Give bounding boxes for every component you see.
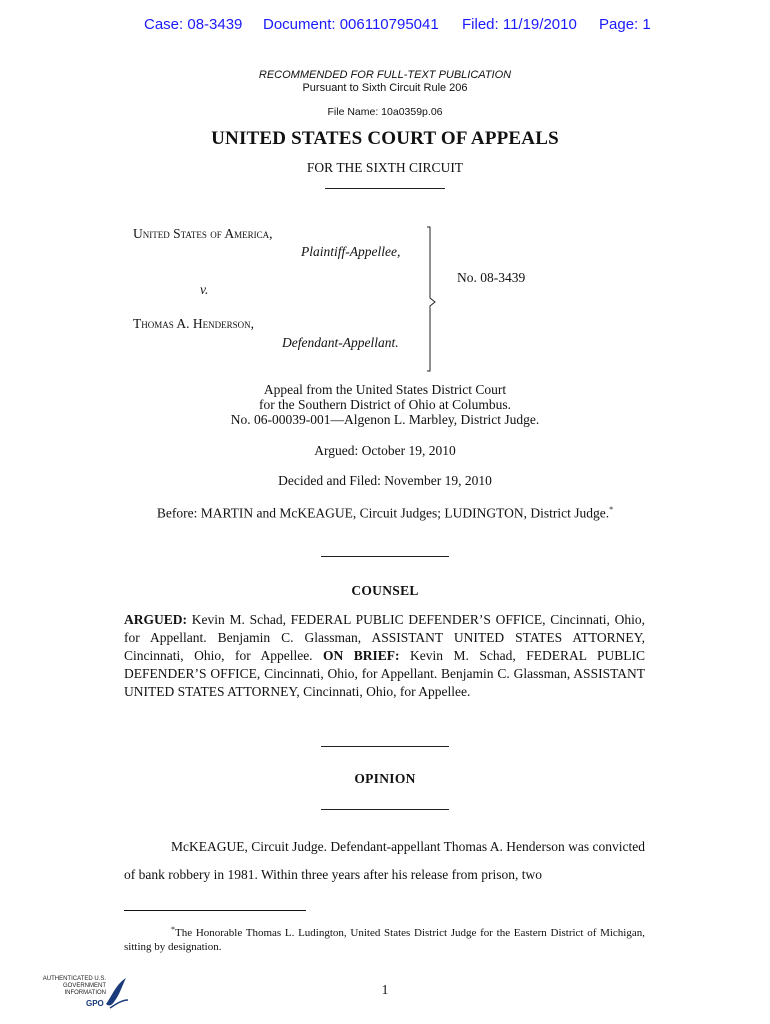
footnote-divider	[124, 910, 306, 911]
panel-judges: Before: MARTIN and McKEAGUE, Circuit Judges; LUDINGTON, District Judge.*	[156, 505, 614, 521]
opinion-heading: OPINION	[354, 771, 416, 786]
section-divider	[321, 746, 449, 747]
on-brief-label: ON BRIEF:	[323, 648, 400, 664]
opinion-paragraph: McKEAGUE, Circuit Judge. Defendant-appellant Thomas A. Henderson was convicted of bank robbery in 1981. Within three years after his release from prison, two	[124, 839, 646, 882]
appeal-line-2: for the Southern District of Ohio at Columbus.	[259, 397, 511, 412]
file-name: File Name: 10a0359p.06	[327, 106, 443, 118]
caption-brace	[426, 226, 438, 372]
argued-date: Argued: October 19, 2010	[314, 443, 456, 458]
section-divider	[321, 556, 449, 557]
plaintiff-name: United States of America,	[133, 226, 273, 241]
defendant-role: Defendant-Appellant.	[282, 335, 399, 350]
appeal-line-1: Appeal from the United States District Court	[263, 382, 507, 397]
filed-date-stamp: Filed: 11/19/2010	[462, 16, 577, 33]
defendant-name: Thomas A. Henderson,	[133, 316, 255, 331]
counsel-paragraph: ARGUED: Kevin M. Schad, FEDERAL PUBLIC DEFENDER’S OFFICE, Cincinnati, Ohio, for Appellant. Benjamin C. Glassman, ASSISTANT UNITED STATES ATTORNEY, Cincinnati, Ohio, for Appellee. ON BRIEF: Kevin M. Schad, FEDERAL PUBLIC DEFENDER’S OFFICE, Cincinnati, Ohio, for Appellant. Benjamin C. Glassman, ASSISTANT UNITED STATES ATTORNEY, Cincinnati, Ohio, for Appellee.	[124, 612, 645, 700]
plaintiff-role: Plaintiff-Appellee,	[301, 244, 401, 259]
footnote-mark: *	[171, 925, 175, 934]
appeal-line-3: No. 06-00039-001—Algenon L. Marbley, District Judge.	[230, 412, 540, 427]
case-number: No. 08-3439	[457, 270, 526, 285]
court-title: UNITED STATES COURT OF APPEALS	[211, 128, 559, 149]
argued-label: ARGUED:	[124, 612, 187, 627]
case-number-stamp: Case: 08-3439	[144, 16, 243, 33]
counsel-heading: COUNSEL	[351, 583, 419, 598]
gpo-logo-text: AUTHENTICATED U.S. GOVERNMENT INFORMATION	[42, 976, 106, 996]
versus: v.	[200, 282, 209, 297]
decided-date: Decided and Filed: November 19, 2010	[278, 473, 492, 488]
section-divider	[321, 809, 449, 810]
page-number: 1	[381, 982, 389, 997]
publication-recommendation: RECOMMENDED FOR FULL-TEXT PUBLICATION	[258, 69, 512, 81]
eagle-icon	[102, 974, 130, 1014]
gpo-mark: GPO	[86, 999, 104, 1008]
document-number-stamp: Document: 006110795041	[263, 16, 439, 33]
circuit-divider	[325, 188, 445, 189]
gpo-authentication-logo	[40, 972, 130, 1016]
circuit-name: FOR THE SIXTH CIRCUIT	[306, 160, 464, 175]
circuit-rule-note: Pursuant to Sixth Circuit Rule 206	[302, 82, 468, 94]
footnote: *The Honorable Thomas L. Ludington, United States District Judge for the Eastern District of Michigan, sitting by designation.	[124, 925, 645, 953]
footnote-reference: *	[609, 505, 614, 514]
page-stamp: Page: 1	[599, 16, 651, 33]
